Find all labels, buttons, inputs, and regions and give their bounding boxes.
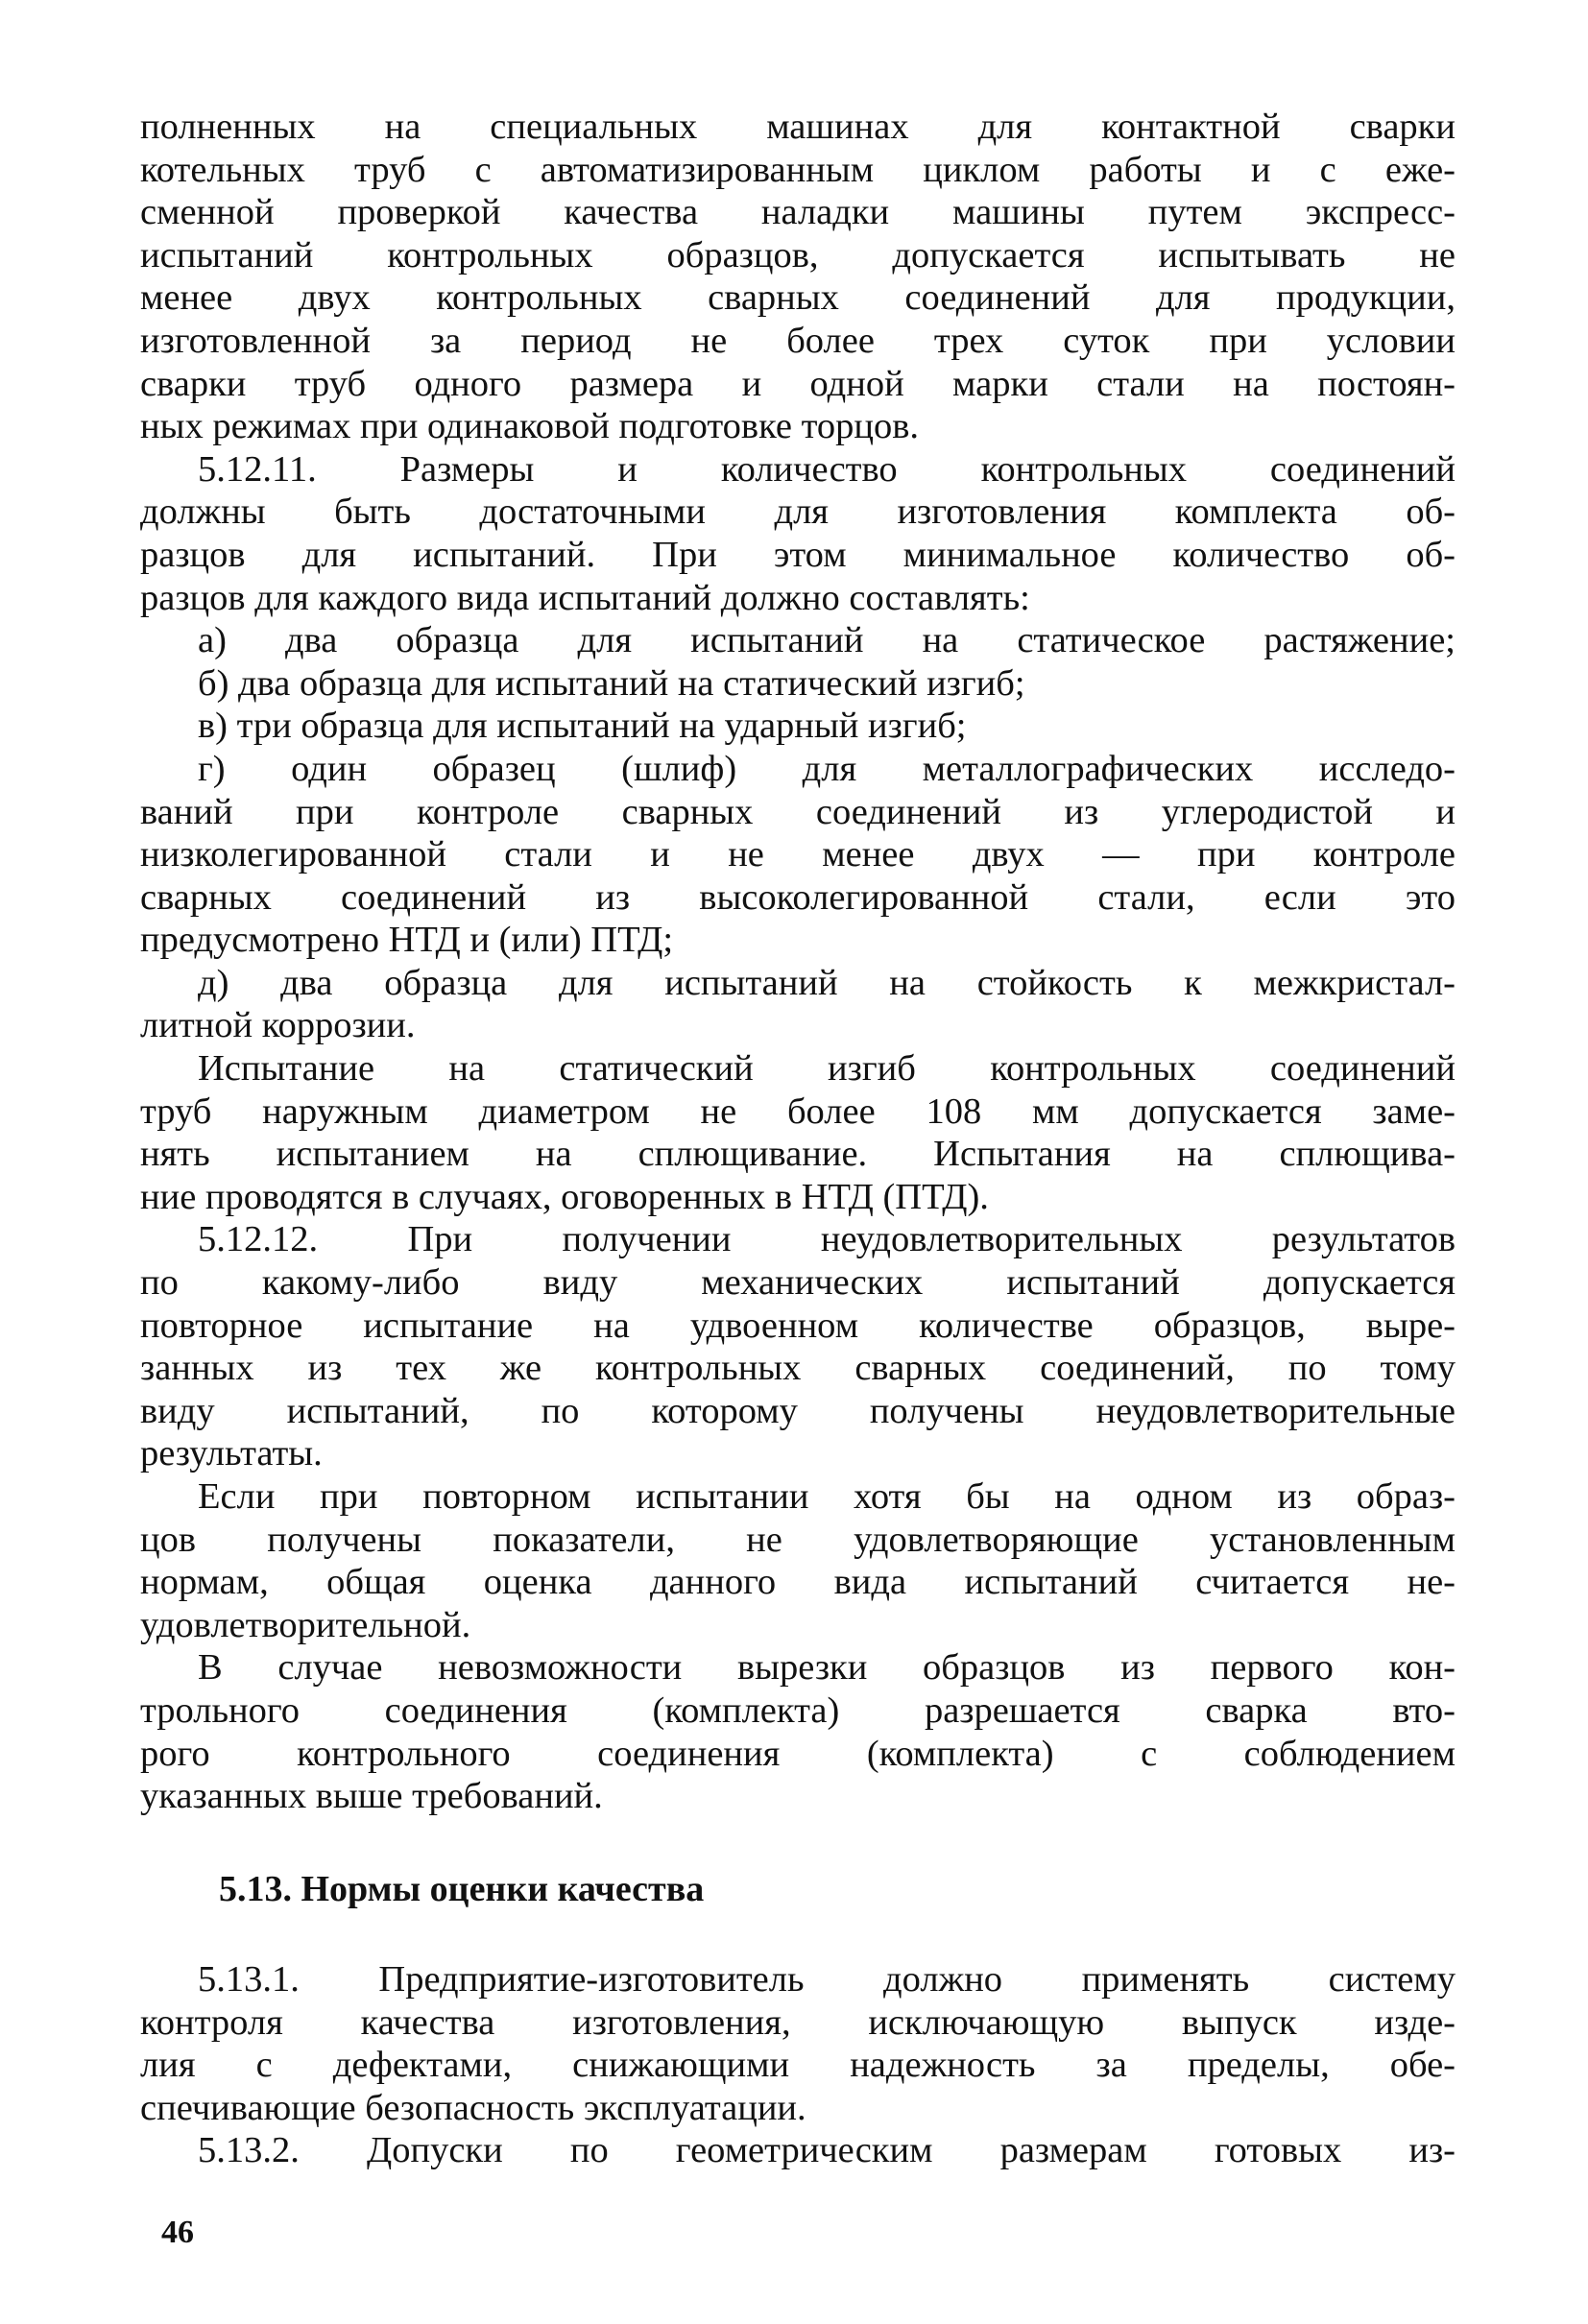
body-text-line: повторное испытание на удвоенном количестве образцов, выре- xyxy=(140,1305,1456,1346)
section-body xyxy=(140,1958,1456,2172)
body-text-line: предусмотрено НТД и (или) ПТД; xyxy=(140,920,674,961)
body-text-line: указанных выше требований. xyxy=(140,1776,603,1817)
body-text-line: рого контрольного соединения (комплекта) с соблюдением xyxy=(140,1733,1456,1774)
body-text-line: полненных на специальных машинах для контактной сварки xyxy=(140,107,1456,147)
body-text-line: сварных соединений из высоколегированной стали, если это xyxy=(140,876,1456,918)
body-text-line: по какому-либо виду механических испытаний допускается xyxy=(140,1262,1456,1304)
body-text-line: литной коррозии. xyxy=(140,1005,416,1046)
body-text-line: разцов для испытаний. При этом минимальное количество об- xyxy=(140,534,1456,575)
section-text-line: лия с дефектами, снижающими надежность за пределы, обе- xyxy=(140,2045,1456,2086)
section-text-line: 5.13.1. Предприятие-изготовитель должно применять систему xyxy=(198,1959,1456,2000)
section-heading: 5.13. Нормы оценки качества xyxy=(219,1869,705,1909)
body-text-line: результаты. xyxy=(140,1433,323,1474)
body-text-line: трольного соединения (комплекта) разрешается сварка вто- xyxy=(140,1689,1456,1731)
section-text-line: спечивающие безопасность эксплуатации. xyxy=(140,2087,806,2128)
section-text-line: контроля качества изготовления, исключающую выпуск изде- xyxy=(140,2001,1456,2043)
body-text-line: ваний при контроле сварных соединений из углеродистой и xyxy=(140,791,1456,832)
body-text-line: сварки труб одного размера и одной марки стали на постоян- xyxy=(140,363,1456,404)
document-body xyxy=(140,106,1456,1818)
body-text-line: котельных труб с автоматизированным циклом работы и с еже- xyxy=(140,149,1456,190)
body-text-line: 5.12.11. Размеры и количество контрольных соединений xyxy=(198,448,1456,490)
page-number: 46 xyxy=(161,2215,194,2250)
body-text-line: в) три образца для испытаний на ударный изгиб; xyxy=(198,706,967,747)
body-text-line: должны быть достаточными для изготовления комплекта об- xyxy=(140,491,1456,533)
body-text-line: ных режимах при одинаковой подготовке торцов. xyxy=(140,406,920,447)
body-text-line: удовлетворительной. xyxy=(140,1604,471,1645)
body-text-line: занных из тех же контрольных сварных соединений, по тому xyxy=(140,1348,1456,1389)
body-text-line: Испытание на статический изгиб контрольных соединений xyxy=(198,1048,1456,1090)
body-text-line: разцов для каждого вида испытаний должно составлять: xyxy=(140,577,1030,618)
body-text-line: труб наружным диаметром не более 108 мм допускается заме- xyxy=(140,1090,1456,1132)
body-text-line: изготовленной за период не более трех суток при условии xyxy=(140,320,1456,361)
body-text-line: б) два образца для испытаний на статический изгиб; xyxy=(198,662,1025,704)
body-text-line: нормам, общая оценка данного вида испытаний считается не- xyxy=(140,1562,1456,1603)
body-text-line: г) один образец (шлиф) для металлографических исследо- xyxy=(198,748,1456,789)
body-text-line: низколегированной стали и не менее двух — при контроле xyxy=(140,834,1456,875)
body-text-line: менее двух контрольных сварных соединений для продукции, xyxy=(140,277,1456,319)
body-text-line: Если при повторном испытании хотя бы на одном из образ- xyxy=(198,1476,1456,1517)
body-text-line: В случае невозможности вырезки образцов из первого кон- xyxy=(198,1647,1456,1689)
body-text-line: д) два образца для испытаний на стойкость к межкристал- xyxy=(198,962,1456,1003)
body-text-line: цов получены показатели, не удовлетворяющие установленным xyxy=(140,1519,1456,1560)
body-text-line: испытаний контрольных образцов, допускается испытывать не xyxy=(140,234,1456,276)
body-text-line: сменной проверкой качества наладки машины путем экспресс- xyxy=(140,192,1456,233)
body-text-line: 5.12.12. При получении неудовлетворительных результатов xyxy=(198,1219,1456,1260)
body-text-line: ние проводятся в случаях, оговоренных в НТД (ПТД). xyxy=(140,1176,989,1217)
body-text-line: а) два образца для испытаний на статическое растяжение; xyxy=(198,620,1456,661)
body-text-line: нять испытанием на сплющивание. Испытания на сплющива- xyxy=(140,1134,1456,1175)
body-text-line: виду испытаний, по которому получены неудовлетворительные xyxy=(140,1390,1456,1431)
section-text-line: 5.13.2. Допуски по геометрическим размерам готовых из- xyxy=(198,2130,1456,2171)
